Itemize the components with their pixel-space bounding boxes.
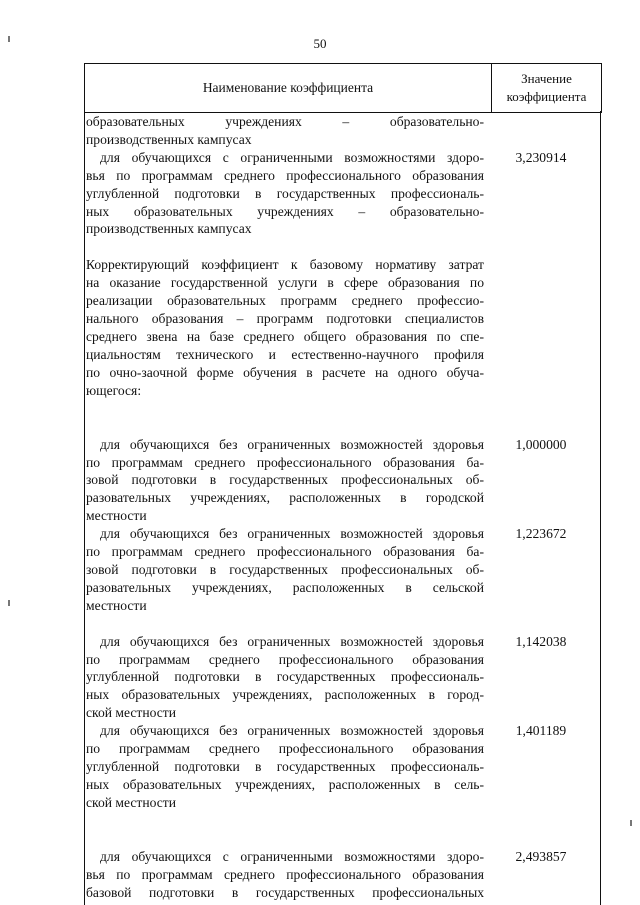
- text-line: для обучающихся без ограниченных возможностей здоровья: [100, 723, 484, 739]
- coefficient-value: [484, 113, 598, 149]
- text-line: базовой подготовки в государственных профессиональных: [86, 884, 484, 900]
- table-row: [86, 436, 598, 526]
- text-line: по очно-заочной форме обучения в расчете на одного обуча-: [86, 364, 484, 380]
- coefficient-name: [86, 256, 484, 399]
- table-right-border: [600, 111, 601, 905]
- coefficient-name: [86, 848, 484, 902]
- scan-mark: [8, 36, 10, 42]
- coefficient-value: 1,401189: [515, 723, 567, 739]
- text-line: циальностям технического и естественно-научного профиля: [86, 346, 484, 362]
- table-row: [86, 848, 598, 902]
- coefficient-value: 2,493857: [515, 848, 567, 864]
- coefficient-name: [86, 436, 484, 526]
- table-row: [86, 633, 598, 723]
- value-header-line1: Значение: [521, 71, 572, 86]
- text-line: производственных кампусах: [86, 221, 252, 237]
- table-row: [86, 149, 598, 239]
- text-line: по программам среднего профессионального образования ба-: [86, 454, 484, 470]
- text-line: вья по программам среднего профессионального образования: [86, 167, 484, 183]
- table-row: [86, 113, 598, 149]
- text-line: углубленной подготовки в государственных профессиональ-: [86, 759, 484, 774]
- scan-mark: [8, 600, 10, 606]
- text-line: местности: [86, 597, 147, 613]
- table-row: [86, 525, 598, 615]
- text-line: на оказание государственной услуги в сфере образования по: [86, 275, 484, 291]
- text-line: ской местности: [86, 705, 177, 721]
- text-line: для обучающихся с ограниченными возможностями здоро-: [100, 848, 484, 864]
- coefficient-name-header: Наименование коэффициента: [85, 64, 492, 112]
- text-line: ных образовательных учреждениях – образовательно-: [86, 203, 484, 219]
- coefficient-name: [86, 525, 484, 615]
- text-line: по программам среднего профессионального образования ба-: [86, 544, 484, 560]
- table-row: [86, 256, 598, 399]
- text-line: местности: [86, 508, 147, 524]
- text-line: по программам среднего профессионального образования: [86, 741, 484, 757]
- text-line: ных образовательных учреждениях, расположенных в сель-: [86, 776, 484, 792]
- page-number: 50: [313, 36, 327, 51]
- text-line: ных образовательных учреждениях, расположенных в город-: [86, 687, 484, 703]
- text-line: углубленной подготовки в государственных профессиональ-: [86, 669, 484, 685]
- text-line: разовательных учреждениях, расположенных в сельской: [86, 579, 484, 595]
- coefficient-value: 1,223672: [515, 526, 567, 542]
- table-header: [84, 63, 602, 113]
- text-line: среднего звена на базе среднего общего образования по спе-: [86, 328, 484, 344]
- text-line: реализации образовательных программ среднего профессио-: [86, 293, 484, 309]
- coefficient-name: [86, 149, 484, 239]
- text-line: углубленной подготовки в государственных профессиональ-: [86, 185, 484, 201]
- text-line: по программам среднего профессионального образования: [86, 651, 484, 667]
- text-line: вья по программам среднего профессионального образования: [86, 866, 484, 882]
- text-line: для обучающихся с ограниченными возможностями здоро-: [100, 149, 484, 165]
- text-line: разовательных учреждениях, расположенных в городской: [86, 490, 484, 506]
- coefficient-value: 1,000000: [515, 436, 567, 452]
- coefficient-value: [484, 256, 598, 399]
- coefficient-value: 3,230914: [515, 149, 567, 165]
- text-line: зовой подготовки в государственных профессиональных об-: [86, 561, 484, 577]
- text-line: для обучающихся без ограниченных возможностей здоровья: [100, 526, 484, 542]
- text-line: образовательных учреждениях – образовательно-: [86, 114, 484, 129]
- text-line: Корректирующий коэффициент к базовому нормативу затрат: [86, 257, 484, 273]
- text-line: нального образования – программ подготовки специалистов: [86, 311, 484, 327]
- text-line: ющегося:: [86, 382, 142, 398]
- coefficient-name: [86, 113, 484, 149]
- table-row: [86, 722, 598, 812]
- scan-mark: [630, 820, 632, 826]
- text-line: для обучающихся без ограниченных возможностей здоровья: [100, 436, 484, 452]
- text-line: ской местности: [86, 794, 177, 810]
- text-line: зовой подготовки в государственных профессиональных об-: [86, 472, 484, 488]
- text-line: производственных кампусах: [86, 131, 252, 147]
- coefficient-value-header: [492, 64, 601, 112]
- coefficient-name: [86, 633, 484, 723]
- text-line: для обучающихся без ограниченных возможностей здоровья: [100, 633, 484, 649]
- coefficient-name: [86, 722, 484, 812]
- coefficient-value: 1,142038: [515, 633, 567, 649]
- table-left-border: [84, 111, 85, 905]
- table-body: [86, 113, 598, 901]
- value-header-line2: коэффициента: [506, 89, 587, 104]
